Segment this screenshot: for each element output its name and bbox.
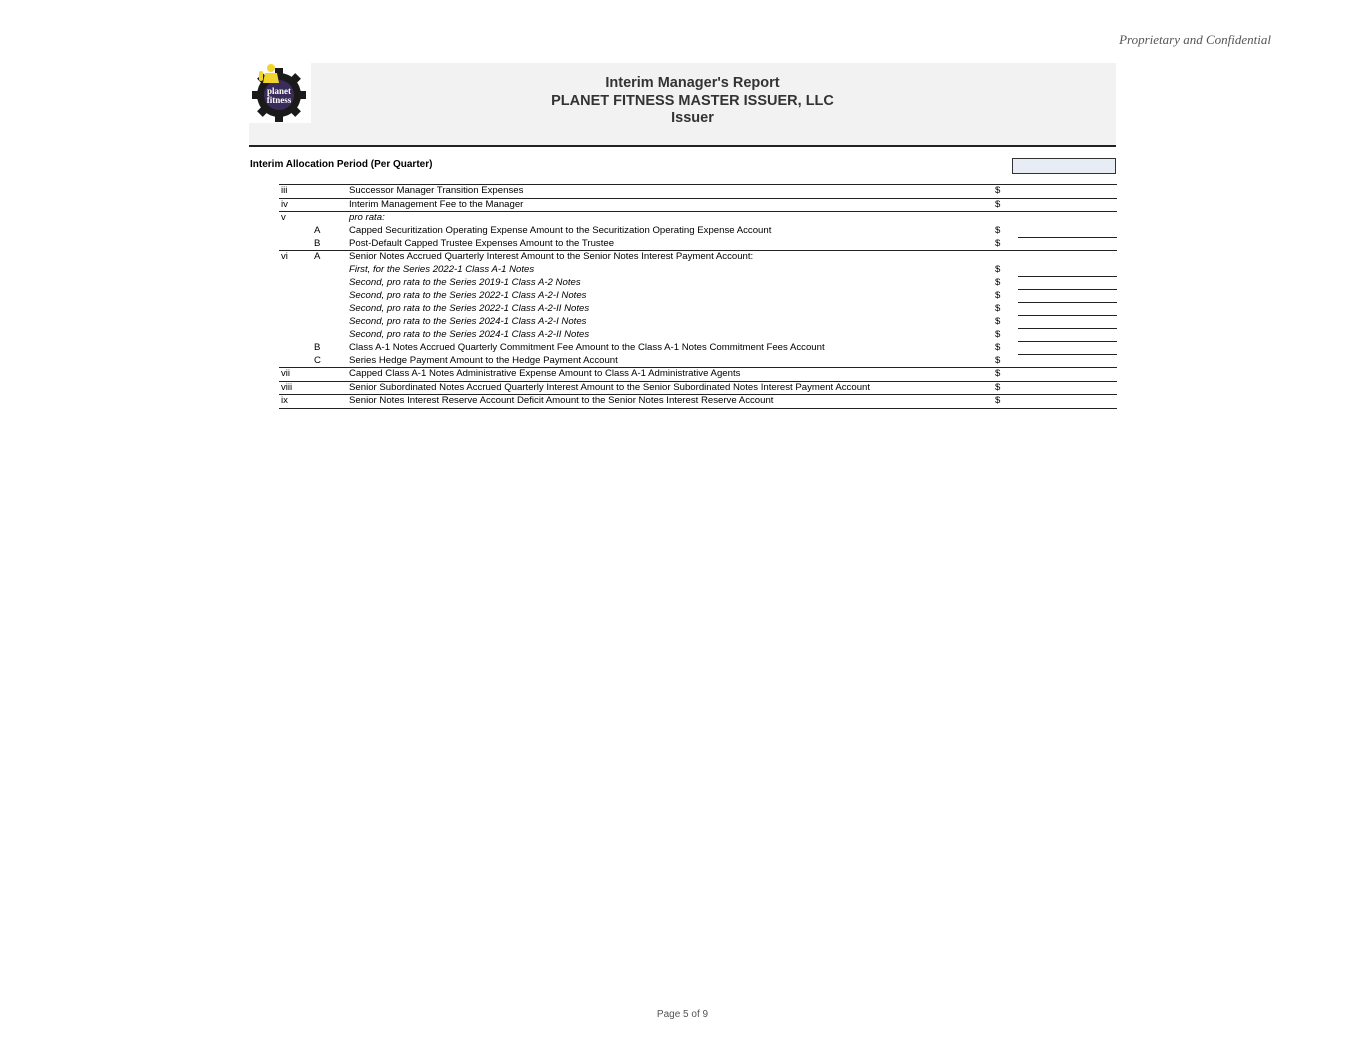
amount-cell[interactable] <box>1017 290 1117 303</box>
svg-text:planet: planet <box>266 86 292 96</box>
report-titles <box>249 75 1136 128</box>
amount-cell[interactable] <box>1017 316 1117 329</box>
table-row: Second, pro rata to the Series 2024-1 Class A-2-I Notes $ <box>279 316 1117 329</box>
table-row: v pro rata: <box>279 212 1117 225</box>
table-row: viii Senior Subordinated Notes Accrued Quarterly Interest Amount to the Senior Subordinated Notes Interest Payment Account $ <box>279 381 1117 395</box>
amount-cell[interactable] <box>1017 395 1117 409</box>
amount-cell[interactable] <box>1017 198 1117 212</box>
table-row: B Post-Default Capped Trustee Expenses Amount to the Trustee $ <box>279 238 1117 251</box>
confidential-note: Proprietary and Confidential <box>1119 32 1271 47</box>
table-row: B Class A-1 Notes Accrued Quarterly Commitment Fee Amount to the Class A-1 Notes Commitment Fees Account $ <box>279 342 1117 355</box>
svg-text:fitness: fitness <box>266 95 292 105</box>
amount-cell[interactable] <box>1017 264 1117 277</box>
table-row: iv Interim Management Fee to the Manager $ <box>279 198 1117 212</box>
allocation-period-input[interactable] <box>1012 158 1116 174</box>
amount-cell[interactable] <box>1017 368 1117 382</box>
section-label: Interim Allocation Period (Per Quarter) <box>250 159 433 170</box>
table-row: vii Capped Class A-1 Notes Administrative Expense Amount to Class A-1 Administrative Agents $ <box>279 368 1117 382</box>
table-row: C Series Hedge Payment Amount to the Hedge Payment Account $ <box>279 355 1117 368</box>
table-row: A Capped Securitization Operating Expense Amount to the Securitization Operating Expense Account $ <box>279 225 1117 238</box>
table-row: First, for the Series 2022-1 Class A-1 Notes $ <box>279 264 1117 277</box>
allocation-table <box>279 184 1117 409</box>
amount-cell[interactable] <box>1017 225 1117 238</box>
report-title: Interim Manager's Report <box>605 75 780 91</box>
amount-cell[interactable] <box>1017 303 1117 316</box>
table-row: Second, pro rata to the Series 2019-1 Class A-2 Notes $ <box>279 277 1117 290</box>
table-row: ix Senior Notes Interest Reserve Account Deficit Amount to the Senior Notes Interest Reserve Account $ <box>279 395 1117 409</box>
amount-cell[interactable] <box>1017 342 1117 355</box>
table-row: vi A Senior Notes Accrued Quarterly Interest Amount to the Senior Notes Interest Payment Account: <box>279 251 1117 264</box>
amount-cell <box>1017 212 1117 225</box>
amount-cell[interactable] <box>1017 355 1117 368</box>
issuer-name: PLANET FITNESS MASTER ISSUER, LLC <box>551 92 834 109</box>
issuer-role: Issuer <box>671 110 714 126</box>
table-row: Second, pro rata to the Series 2022-1 Class A-2-II Notes $ <box>279 303 1117 316</box>
table-row: Second, pro rata to the Series 2024-1 Class A-2-II Notes $ <box>279 329 1117 342</box>
table-row: iii Successor Manager Transition Expenses $ <box>279 185 1117 199</box>
amount-cell <box>1017 251 1117 264</box>
table-row: Second, pro rata to the Series 2022-1 Class A-2-I Notes $ <box>279 290 1117 303</box>
amount-cell[interactable] <box>1017 185 1117 199</box>
page-number: Page 5 of 9 <box>656 1009 709 1020</box>
amount-cell[interactable] <box>1017 329 1117 342</box>
amount-cell[interactable] <box>1017 238 1117 251</box>
amount-cell[interactable] <box>1017 277 1117 290</box>
amount-cell[interactable] <box>1017 381 1117 395</box>
